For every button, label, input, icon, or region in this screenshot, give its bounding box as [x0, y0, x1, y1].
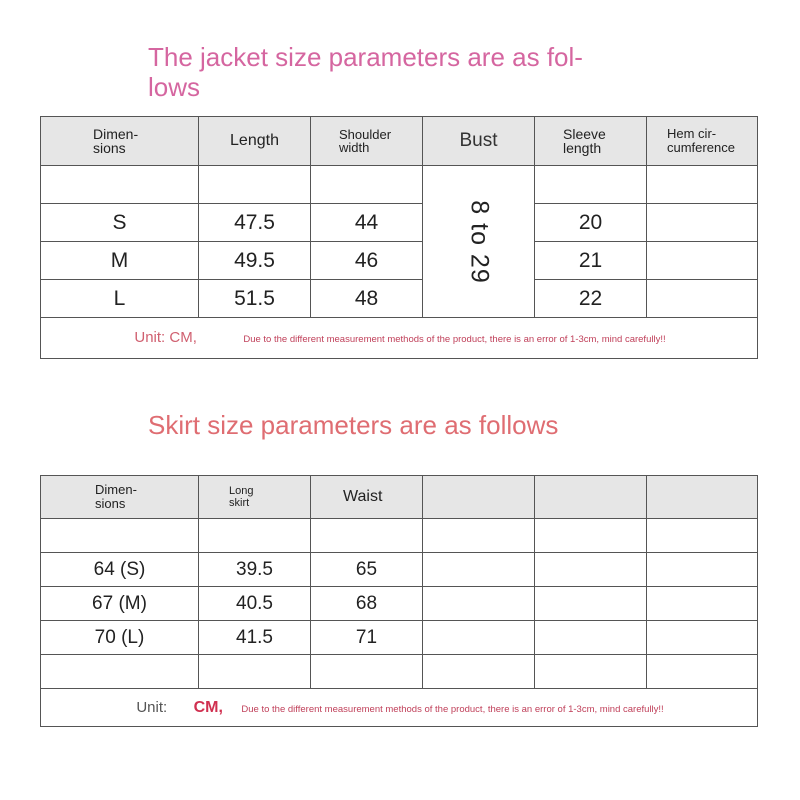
sleeve-cell: 21	[535, 242, 647, 280]
jacket-size-table	[40, 116, 758, 359]
size-cell: 64 (S)	[41, 553, 199, 587]
header-dimensions: Dimen-sions	[41, 117, 199, 166]
table-row	[41, 204, 758, 242]
shoulder-cell: 46	[311, 242, 423, 280]
length-cell: 47.5	[199, 204, 311, 242]
skirt-section-title: Skirt size parameters are as follows	[148, 410, 559, 440]
size-cell: M	[41, 242, 199, 280]
sleeve-cell: 22	[535, 280, 647, 318]
waist-cell: 65	[311, 553, 423, 587]
header-waist: Waist	[311, 476, 423, 519]
size-cell: 70 (L)	[41, 621, 199, 655]
size-cell: L	[41, 280, 199, 318]
bust-value: 8 to 29	[465, 199, 493, 284]
skirt-note-cell	[41, 689, 758, 727]
waist-cell: 71	[311, 621, 423, 655]
length-cell: 39.5	[199, 553, 311, 587]
jacket-section-title: The jacket size parameters are as fol-lows	[148, 42, 583, 102]
length-cell: 40.5	[199, 587, 311, 621]
header-long-skirt: Long skirt	[199, 476, 311, 519]
jacket-note-cell	[41, 318, 758, 359]
table-row	[41, 587, 758, 621]
shoulder-cell: 44	[311, 204, 423, 242]
header-length: Length	[199, 117, 311, 166]
header-bust: Bust	[423, 117, 535, 166]
unit-label: Unit: CM,	[134, 329, 197, 346]
waist-cell: 68	[311, 587, 423, 621]
table-row	[41, 621, 758, 655]
skirt-note-row	[41, 689, 758, 727]
table-row	[41, 280, 758, 318]
length-cell: 41.5	[199, 621, 311, 655]
sleeve-cell: 20	[535, 204, 647, 242]
header-dimensions: Dimen-sions	[41, 476, 199, 519]
length-cell: 49.5	[199, 242, 311, 280]
measurement-note: Due to the different measurement methods of the product, there is an error of 1-3cm, mind carefully!!	[241, 703, 664, 715]
jacket-header-row	[41, 117, 758, 166]
size-cell: 67 (M)	[41, 587, 199, 621]
skirt-size-table	[40, 475, 758, 727]
header-shoulder-width: Shoulder width	[311, 117, 423, 166]
unit-value: CM,	[193, 698, 223, 716]
skirt-empty-row	[41, 519, 758, 553]
length-cell: 51.5	[199, 280, 311, 318]
header-hem-circumference: Hem cir-cumference	[647, 117, 758, 166]
unit-label: Unit:	[136, 698, 168, 716]
jacket-note-row	[41, 318, 758, 359]
table-row	[41, 553, 758, 587]
jacket-empty-row	[41, 166, 758, 204]
size-cell: S	[41, 204, 199, 242]
bust-merged-cell	[423, 166, 535, 318]
skirt-header-row	[41, 476, 758, 519]
skirt-empty-row	[41, 655, 758, 689]
measurement-note: Due to the different measurement methods of the product, there is an error of 1-3cm, mind carefully!!	[243, 334, 666, 345]
header-sleeve-length: Sleeve length	[535, 117, 647, 166]
shoulder-cell: 48	[311, 280, 423, 318]
table-row	[41, 242, 758, 280]
